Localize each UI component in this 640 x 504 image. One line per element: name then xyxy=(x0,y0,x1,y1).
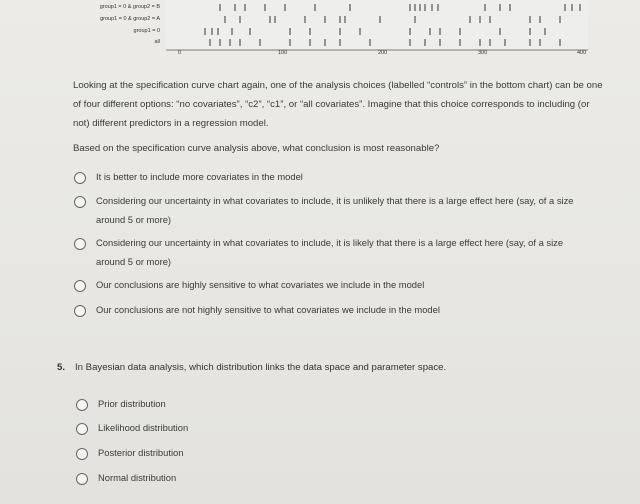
question-intro-paragraph: Looking at the specification curve chart again, one of the analysis choices (labelled “controls” in the bottom chart) can be one of four different options: “no covariates”, “c2”, “c1”, or “all covariates”. Imagine that this choice corresponds to including (or not) different predictors in a regression model. xyxy=(73,80,603,129)
answer-option[interactable] xyxy=(74,237,594,271)
row-label: group1 = 0 xyxy=(133,28,160,34)
x-tick: 100 xyxy=(278,50,288,56)
answer-option[interactable] xyxy=(76,422,188,437)
answer-option-label: Our conclusions are not highly sensitive to what covariates we include in the model xyxy=(96,304,440,315)
radio-button-icon[interactable] xyxy=(76,399,88,411)
row-label: all xyxy=(154,39,160,45)
x-tick: 300 xyxy=(478,50,488,56)
answer-option-label: Our conclusions are highly sensitive to what covariates we include in the model xyxy=(96,279,425,290)
row-label: group1 = 0 & group2 = B xyxy=(99,4,160,10)
answer-option[interactable] xyxy=(74,171,594,186)
answer-option-label: It is better to include more covariates in the model xyxy=(96,171,303,182)
radio-button-icon[interactable] xyxy=(74,196,86,208)
specification-chart-fragment xyxy=(60,0,600,62)
x-tick: 400 xyxy=(577,50,587,56)
x-tick: 0 xyxy=(178,50,182,56)
answer-option[interactable] xyxy=(74,279,594,294)
radio-button-icon[interactable] xyxy=(74,172,86,184)
answer-option-label: Likelihood distribution xyxy=(98,422,189,433)
answer-option-label: Prior distribution xyxy=(98,398,166,409)
question-number: 5. xyxy=(57,362,66,373)
answer-option-label: Posterior distribution xyxy=(98,447,184,458)
answer-option-label: Considering our uncertainty in what covariates to include, it is likely that there is a large effect here (say, of a size around 5 or more) xyxy=(96,237,564,267)
answer-option-label: Normal distribution xyxy=(98,472,177,483)
radio-button-icon[interactable] xyxy=(74,280,86,292)
answer-option[interactable] xyxy=(76,398,166,413)
chart-plot-area xyxy=(60,0,600,62)
radio-button-icon[interactable] xyxy=(76,473,88,485)
radio-button-icon[interactable] xyxy=(76,423,88,435)
answer-option[interactable] xyxy=(76,472,176,487)
question-text: In Bayesian data analysis, which distribution links the data space and parameter space. xyxy=(75,362,447,373)
x-tick: 200 xyxy=(378,50,388,56)
answer-option-label: Considering our uncertainty in what covariates to include, it is unlikely that there is a large effect here (say, of a size around 5 or more) xyxy=(96,195,574,225)
radio-button-icon[interactable] xyxy=(74,238,86,250)
answer-option[interactable] xyxy=(74,304,594,319)
radio-button-icon[interactable] xyxy=(76,448,88,460)
question-prompt: Based on the specification curve analysis above, what conclusion is most reasonable? xyxy=(73,143,440,154)
answer-option[interactable] xyxy=(74,195,594,229)
radio-button-icon[interactable] xyxy=(74,305,86,317)
row-label: group1 = 0 & group2 = A xyxy=(100,16,160,22)
answer-option[interactable] xyxy=(76,447,183,462)
